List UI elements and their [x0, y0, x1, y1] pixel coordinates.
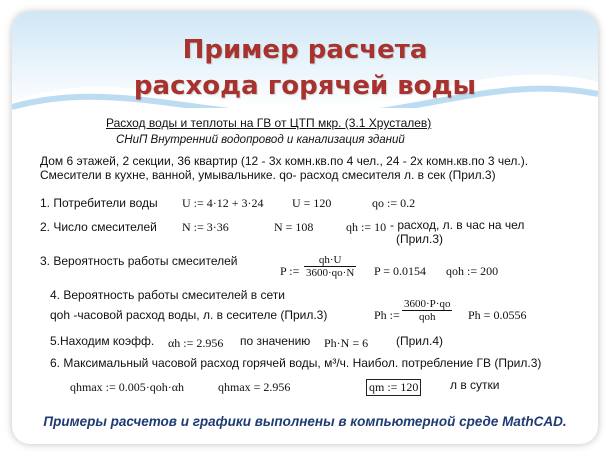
slide-title-line2: расхода горячей воды	[133, 71, 477, 101]
step1-formula-u-result: U = 120	[292, 196, 332, 210]
step3-formula-lhs: P :=	[280, 264, 300, 278]
header-line-1: Расход воды и теплоты на ГВ от ЦТП мкр. (3.1 Хрусталев)	[106, 116, 432, 130]
step5-formula-phn: Ph·N = 6	[324, 336, 369, 350]
step3-denominator: 3600·qo·N	[306, 267, 355, 279]
footer-caption: Примеры расчетов и графики выполнены в компьютерной среде MathCAD.	[43, 414, 567, 429]
step4-subtext: qoh -часовой расход воды, л. в сесителе (Прил.3)	[50, 308, 328, 322]
step2-formula-qh: qh := 10	[346, 220, 387, 234]
intro-line-1: Дом 6 этажей, 2 секции, 36 квартир (12 - 3х комн.кв.по 4 чел., 24 - 2х комн.кв.по 3 чел.).	[40, 154, 529, 168]
step5-middle-text: по значению	[240, 334, 311, 348]
mathcad-document	[28, 108, 580, 408]
step3-numerator: qh·U	[304, 254, 356, 267]
step5-formula-alpha: αh := 2.956	[168, 336, 224, 350]
step6-unit: л в сутки	[450, 378, 500, 392]
step5-label: 5.Находим коэфф.	[50, 334, 155, 348]
step3-formula-p-result: P = 0.0154	[374, 264, 426, 278]
step4-label: 4. Вероятность работы смесителей в сети	[50, 288, 285, 302]
step6-formula-qhmax-def: qhmax := 0.005·qoh·αh	[70, 380, 185, 394]
step4-formula-ph-result: Ph = 0.0556	[468, 308, 527, 322]
step6-label: 6. Максимальный часовой расход горячей воды, м³/ч. Наибол. потребление ГВ (Прил.3)	[50, 356, 542, 370]
step3-fraction	[304, 254, 356, 279]
header-line-2: СНиП Внутренний водопровод и канализация зданий	[116, 134, 405, 146]
step4-numerator: 3600·P·qo	[404, 298, 451, 310]
step4-fraction	[402, 298, 452, 323]
slide	[12, 12, 598, 444]
step2-formula-n-def: N := 3·36	[182, 220, 229, 234]
step1-formula-u-def: U := 4·12 + 3·24	[182, 196, 264, 210]
step6-formula-qhmax-result: qhmax = 2.956	[218, 380, 291, 394]
step1-formula-qo: qo := 0.2	[372, 196, 416, 210]
step4-formula-lhs: Ph :=	[374, 308, 400, 322]
step3-label: 3. Вероятность работы смесителей	[40, 254, 238, 268]
step2-note-2: (Прил.3)	[396, 232, 444, 246]
step6-formula-qm: qm := 120	[366, 379, 421, 396]
slide-title-line1: Пример расчета	[182, 35, 428, 65]
step1-label: 1. Потребители воды	[40, 196, 158, 210]
step2-formula-n-result: N = 108	[274, 220, 314, 234]
step4-denominator: qoh	[418, 311, 436, 323]
step3-formula-qoh: qoh := 200	[446, 264, 499, 278]
step5-reference: (Прил.4)	[396, 334, 444, 348]
intro-line-2: Смесители в кухне, ванной, умывальнике. qo- расход смесителя л. в сек (Прил.3)	[40, 168, 496, 182]
step2-label: 2. Число смесителей	[40, 220, 157, 234]
step2-note-1: - расход, л. в час на чел	[390, 218, 525, 232]
